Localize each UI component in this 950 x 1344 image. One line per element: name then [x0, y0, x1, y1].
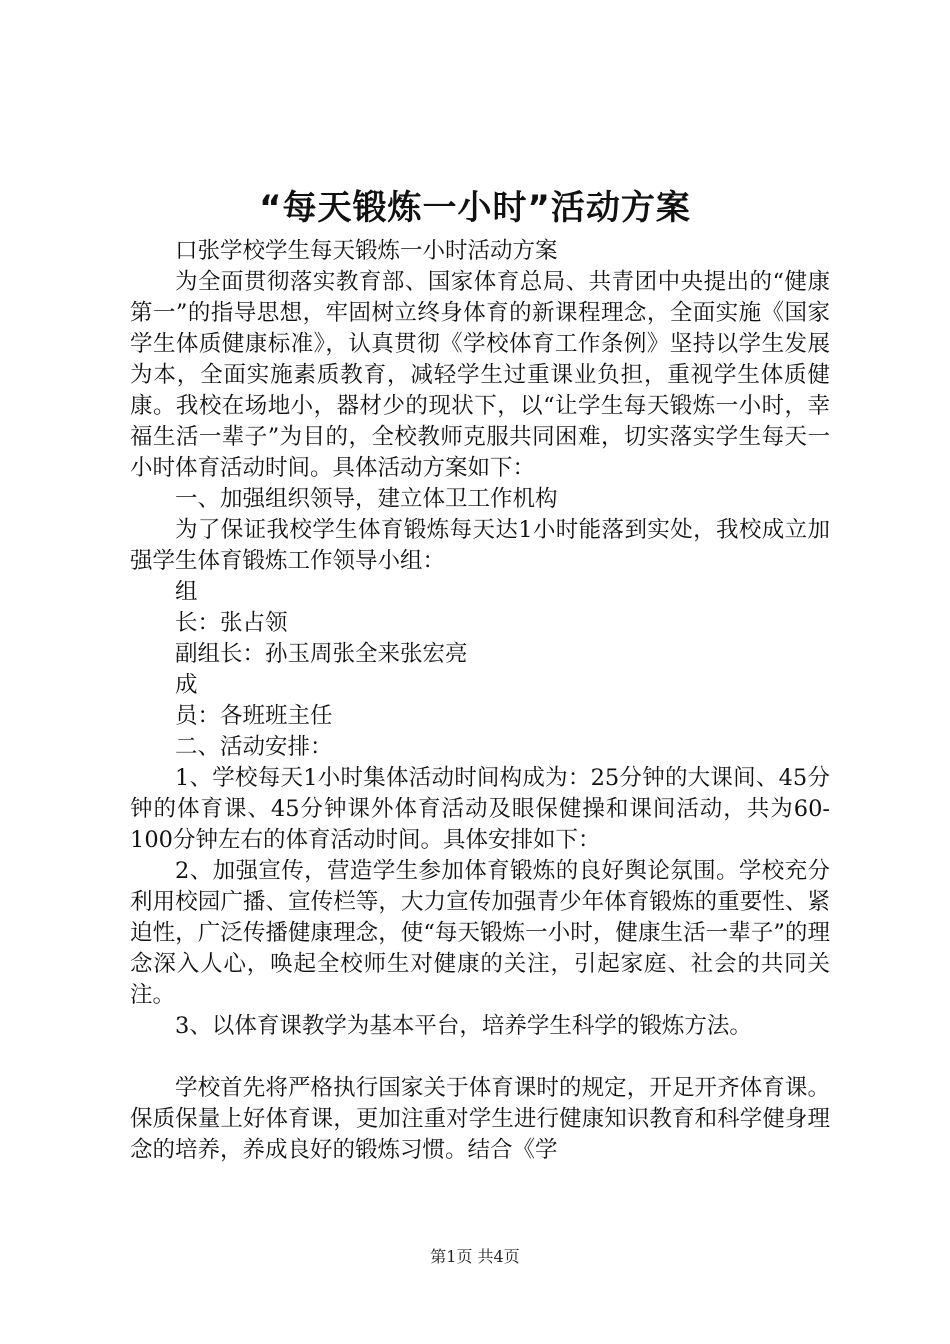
paragraph: 员：各班班主任: [175, 703, 333, 729]
paragraph: 1、学校每天1小时集体活动时间构成为：25分钟的大课间、45分钟的体育课、45分钟课外体育活动及眼保健操和课间活动，共为60-100分钟左右的体育活动时间。具体安排如下：: [130, 765, 830, 853]
paragraph: 3、以体育课教学为基本平台，培养学生科学的锻炼方法。: [175, 1013, 752, 1039]
paragraph: 成: [175, 672, 198, 698]
document-title: “每天锻炼一小时”活动方案: [259, 188, 691, 228]
section-heading: 一、加强组织领导，建立体卫工作机构: [175, 486, 558, 512]
paragraph: 学校首先将严格执行国家关于体育课时的规定，开足开齐体育课。保质保量上好体育课，更加注重对学生进行健康知识教育和科学健身理念的培养，养成良好的锻炼习惯。结合《学: [130, 1075, 830, 1163]
page-footer: 第1页 共4页: [430, 1247, 520, 1266]
section-heading: 二、活动安排：: [175, 734, 333, 760]
paragraph: 为全面贯彻落实教育部、国家体育总局、共青团中央提出的“健康第一”的指导思想，牢固树立终身体育的新课程理念，全面实施《国家学生体质健康标准》，认真贯彻《学校体育工作条例》坚持以学生发展为本，全面实施素质教育，减轻学生过重课业负担，重视学生体质健康。我校在场地小，器材少的现状下，以“让学生每天锻炼一小时，幸福生活一辈子”为目的，全校教师克服共同困难，切实落实学生每天一小时体育活动时间。具体活动方案如下：: [130, 269, 830, 481]
paragraph: 组: [175, 579, 198, 605]
document-body: [130, 236, 830, 1166]
paragraph: 长：张占领: [175, 610, 288, 636]
paragraph: 2、加强宣传，营造学生参加体育锻炼的良好舆论氛围。学校充分利用校园广播、宣传栏等，大力宣传加强青少年体育锻炼的重要性、紧迫性，广泛传播健康理念，使“每天锻炼一小时，健康生活一辈子”的理念深入人心，唤起全校师生对健康的关注，引起家庭、社会的共同关注。: [130, 858, 830, 1008]
paragraph: 口张学校学生每天锻炼一小时活动方案: [175, 238, 558, 264]
paragraph: 副组长：孙玉周张全来张宏亮: [175, 641, 468, 667]
paragraph: 为了保证我校学生体育锻炼每天达1小时能落到实处，我校成立加强学生体育锻炼工作领导小组：: [130, 517, 830, 574]
